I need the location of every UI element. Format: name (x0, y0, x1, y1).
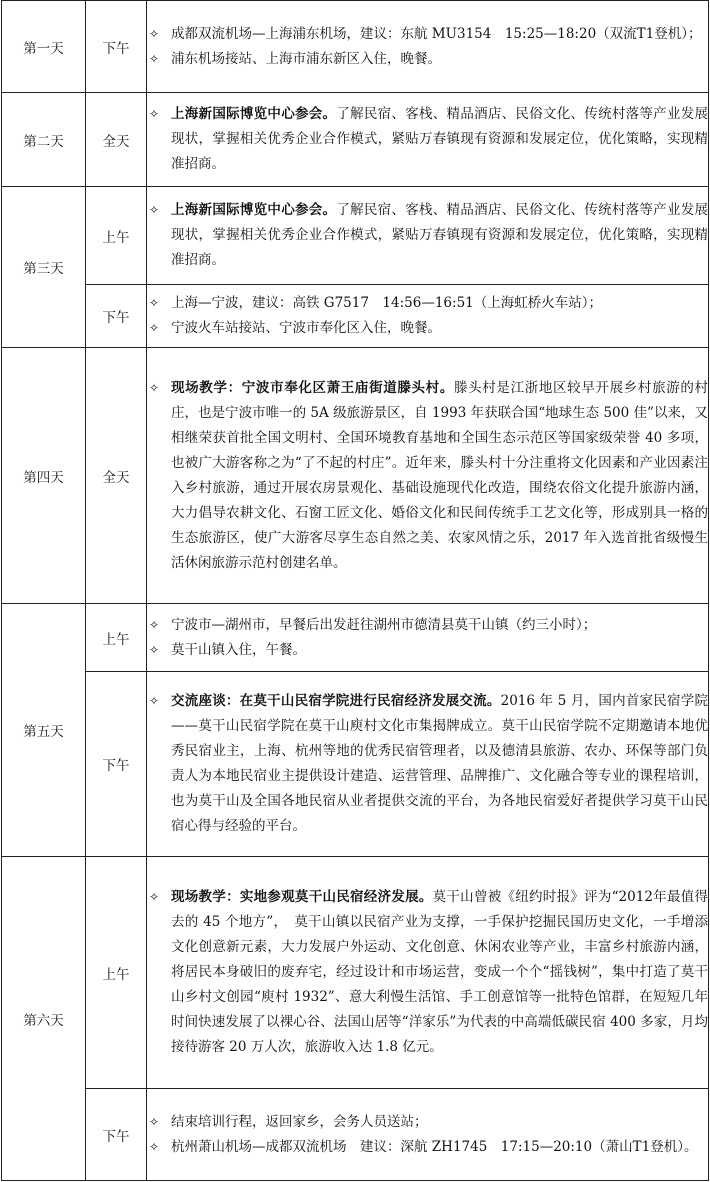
bullet-icon: ✧ (149, 203, 160, 217)
table-row (2, 348, 709, 604)
content-cell (147, 348, 709, 604)
table-row (2, 285, 709, 348)
content-cell (147, 1, 709, 93)
table-row (2, 187, 709, 285)
item-body: 上海—宁波，建议：高铁 G7517 14:56—16:51（上海虹桥火车站）； (171, 295, 602, 311)
item-body: 2016 年 5 月，国内首家民宿学院——莫干山民宿学院在莫干山庾村文化市集揭牌成立。莫干山民宿学院不定期邀请本地优秀民宿业主，上海、杭州等地的优秀民宿管理者，以及德清县旅游、农办、环保等部门负责人为本地民宿业主提供设计建造、运营管理、品牌推广、文化融合等专业的课程培训，也为莫干山及全国各地民宿从业者提供交流的平台，为各地民宿爱好者提供学习莫干山民宿心得与经验的平台。 (171, 693, 708, 834)
content-cell (147, 604, 709, 672)
item-body: 了解民宿、客栈、精品酒店、民俗文化、传统村落等产业发展现状，掌握相关优秀企业合作模式，紧贴万春镇现有资源和发展定位，优化策略，实现精准招商。 (171, 106, 709, 172)
period-cell: 下午 (86, 1089, 147, 1181)
item-text (171, 613, 708, 638)
bullet-icon: ✧ (149, 51, 160, 66)
item-text (171, 291, 708, 316)
item-text (171, 1135, 708, 1160)
item-body: 了解民宿、客栈、精品酒店、民俗文化、传统村落等产业发展现状，掌握相关优秀企业合作模式，紧贴万春镇现有资源和发展定位，优化策略，实现精准招商。 (171, 202, 709, 268)
item-text (171, 47, 708, 72)
content-cell (147, 187, 709, 285)
item-body: 杭州萧山机场—成都双流机场 建议：深航 ZH1745 17:15—20:10（萧山T1登机）。 (171, 1138, 698, 1155)
list-item (147, 47, 708, 72)
item-heading: 上海新国际博览中心参会。 (171, 106, 337, 122)
period-cell: 上午 (86, 857, 147, 1089)
table-row (2, 604, 709, 672)
item-body: 莫干山镇入住，午餐。 (171, 641, 306, 658)
table-row (2, 93, 709, 187)
item-body: 成都双流机场—上海浦东机场，建议：东航 MU3154 15:25—18:20（双流T1登机）； (171, 25, 702, 42)
list-item (147, 291, 708, 316)
bullet-icon: ✧ (149, 296, 160, 310)
table-row (2, 1089, 709, 1181)
day-cell: 第六天 (2, 857, 86, 1181)
list-item (147, 102, 708, 177)
list-item (147, 638, 708, 663)
bullet-icon: ✧ (149, 26, 160, 41)
bullet-icon: ✧ (149, 617, 160, 632)
period-cell: 下午 (86, 1, 147, 93)
table-row (2, 1, 709, 93)
content-cell (147, 93, 709, 187)
bullet-icon: ✧ (149, 380, 160, 395)
list-item (147, 613, 708, 638)
day-cell: 第四天 (2, 348, 86, 604)
item-body: 结束培训行程，返回家乡，会务人员送站； (171, 1113, 428, 1130)
list-item (147, 22, 708, 47)
item-text (171, 376, 708, 576)
item-text (171, 689, 708, 839)
item-text (171, 102, 708, 177)
content-cell (147, 857, 709, 1089)
itinerary-table (1, 0, 709, 1181)
item-body: 莫干山曾被《纽约时报》评为“2012年最值得去的 45 个地方”， 莫干山镇以民宿产业为支撑，一手保护挖掘民国历史文化，一手增添文化创意新元素，大力发展户外运动、文化创意、休闲农业等产业，丰富乡村旅游内涵，将居民本身破旧的废弃宅，经过设计和市场运营，变成一个个“摇钱树”，集中打造了莫干山乡村文创园“庾村 1932”、意大利慢生活馆、手工创意馆等一批特色馆群，在短短几年时间快速发展了以裸心谷、法国山居等“洋家乐”为代表的中高端低碳民宿 400 多家，月均接待游客 20 万人次，旅游收入达 1.8 亿元。 (171, 889, 708, 1055)
item-text (171, 638, 708, 663)
period-cell: 下午 (86, 672, 147, 857)
list-item (147, 1110, 708, 1135)
table-row (2, 857, 709, 1089)
itinerary-body (2, 1, 709, 1181)
period-cell: 上午 (86, 604, 147, 672)
item-body: 浦东机场接站、上海市浦东新区入住，晚餐。 (171, 50, 441, 67)
table-row (2, 672, 709, 857)
item-body: 宁波市—湖州市，早餐后出发赶往湖州市德清县莫干山镇（约三小时）； (171, 616, 597, 633)
item-heading: 现场教学：宁波市奉化区萧王庙街道滕头村。 (171, 379, 454, 396)
bullet-icon: ✧ (149, 321, 160, 335)
bullet-icon: ✧ (149, 1139, 160, 1154)
list-item (147, 316, 708, 341)
period-cell: 上午 (86, 187, 147, 285)
item-heading: 交流座谈：在莫干山民宿学院进行民宿经济发展交流。 (171, 693, 501, 709)
item-heading: 上海新国际博览中心参会。 (171, 202, 337, 218)
bullet-icon: ✧ (149, 107, 160, 121)
bullet-icon: ✧ (149, 1114, 160, 1129)
bullet-icon: ✧ (149, 694, 160, 708)
list-item (147, 376, 708, 576)
item-text (171, 1110, 708, 1135)
item-heading: 现场教学：实地参观莫干山民宿经济发展。 (171, 889, 433, 905)
list-item (147, 198, 708, 273)
item-text (171, 22, 708, 47)
item-body: 滕头村是江浙地区较早开展乡村旅游的村庄，也是宁波市唯一的 5A 级旅游景区，自 1993 年获联合国“地球生态 500 佳”以来，又相继荣获首批全国文明村、全国环境教育基地和全国生态示范区等国家级荣誉 40 多项，也被广大游客称之为“了不起的村庄”。近年来，滕头村十分注重将文化因素和产业因素注入乡村旅游，通过开展农房景观化、基础设施现代化改造，围绕农俗文化提升旅游内涵，大力倡导农耕文化、石窗工匠文化、婚俗文化和民间传统手工艺文化等，形成别具一格的生态旅游区，使广大游客尽享生态自然之美、农家风情之乐，2017 年入选首批省级慢生活休闲旅游示范村创建名单。 (171, 379, 709, 571)
period-cell: 下午 (86, 285, 147, 348)
day-cell: 第五天 (2, 604, 86, 857)
period-cell: 全天 (86, 93, 147, 187)
content-cell (147, 672, 709, 857)
bullet-icon: ✧ (149, 890, 160, 904)
list-item (147, 689, 708, 839)
day-cell: 第三天 (2, 187, 86, 348)
item-text (171, 885, 708, 1060)
bullet-icon: ✧ (149, 642, 160, 657)
content-cell (147, 1089, 709, 1181)
list-item (147, 1135, 708, 1160)
item-body: 宁波火车站接站、宁波市奉化区入住，晚餐。 (171, 320, 441, 336)
day-cell: 第二天 (2, 93, 86, 187)
day-cell: 第一天 (2, 1, 86, 93)
content-cell (147, 285, 709, 348)
item-text (171, 316, 708, 341)
period-cell: 全天 (86, 348, 147, 604)
list-item (147, 885, 708, 1060)
item-text (171, 198, 708, 273)
